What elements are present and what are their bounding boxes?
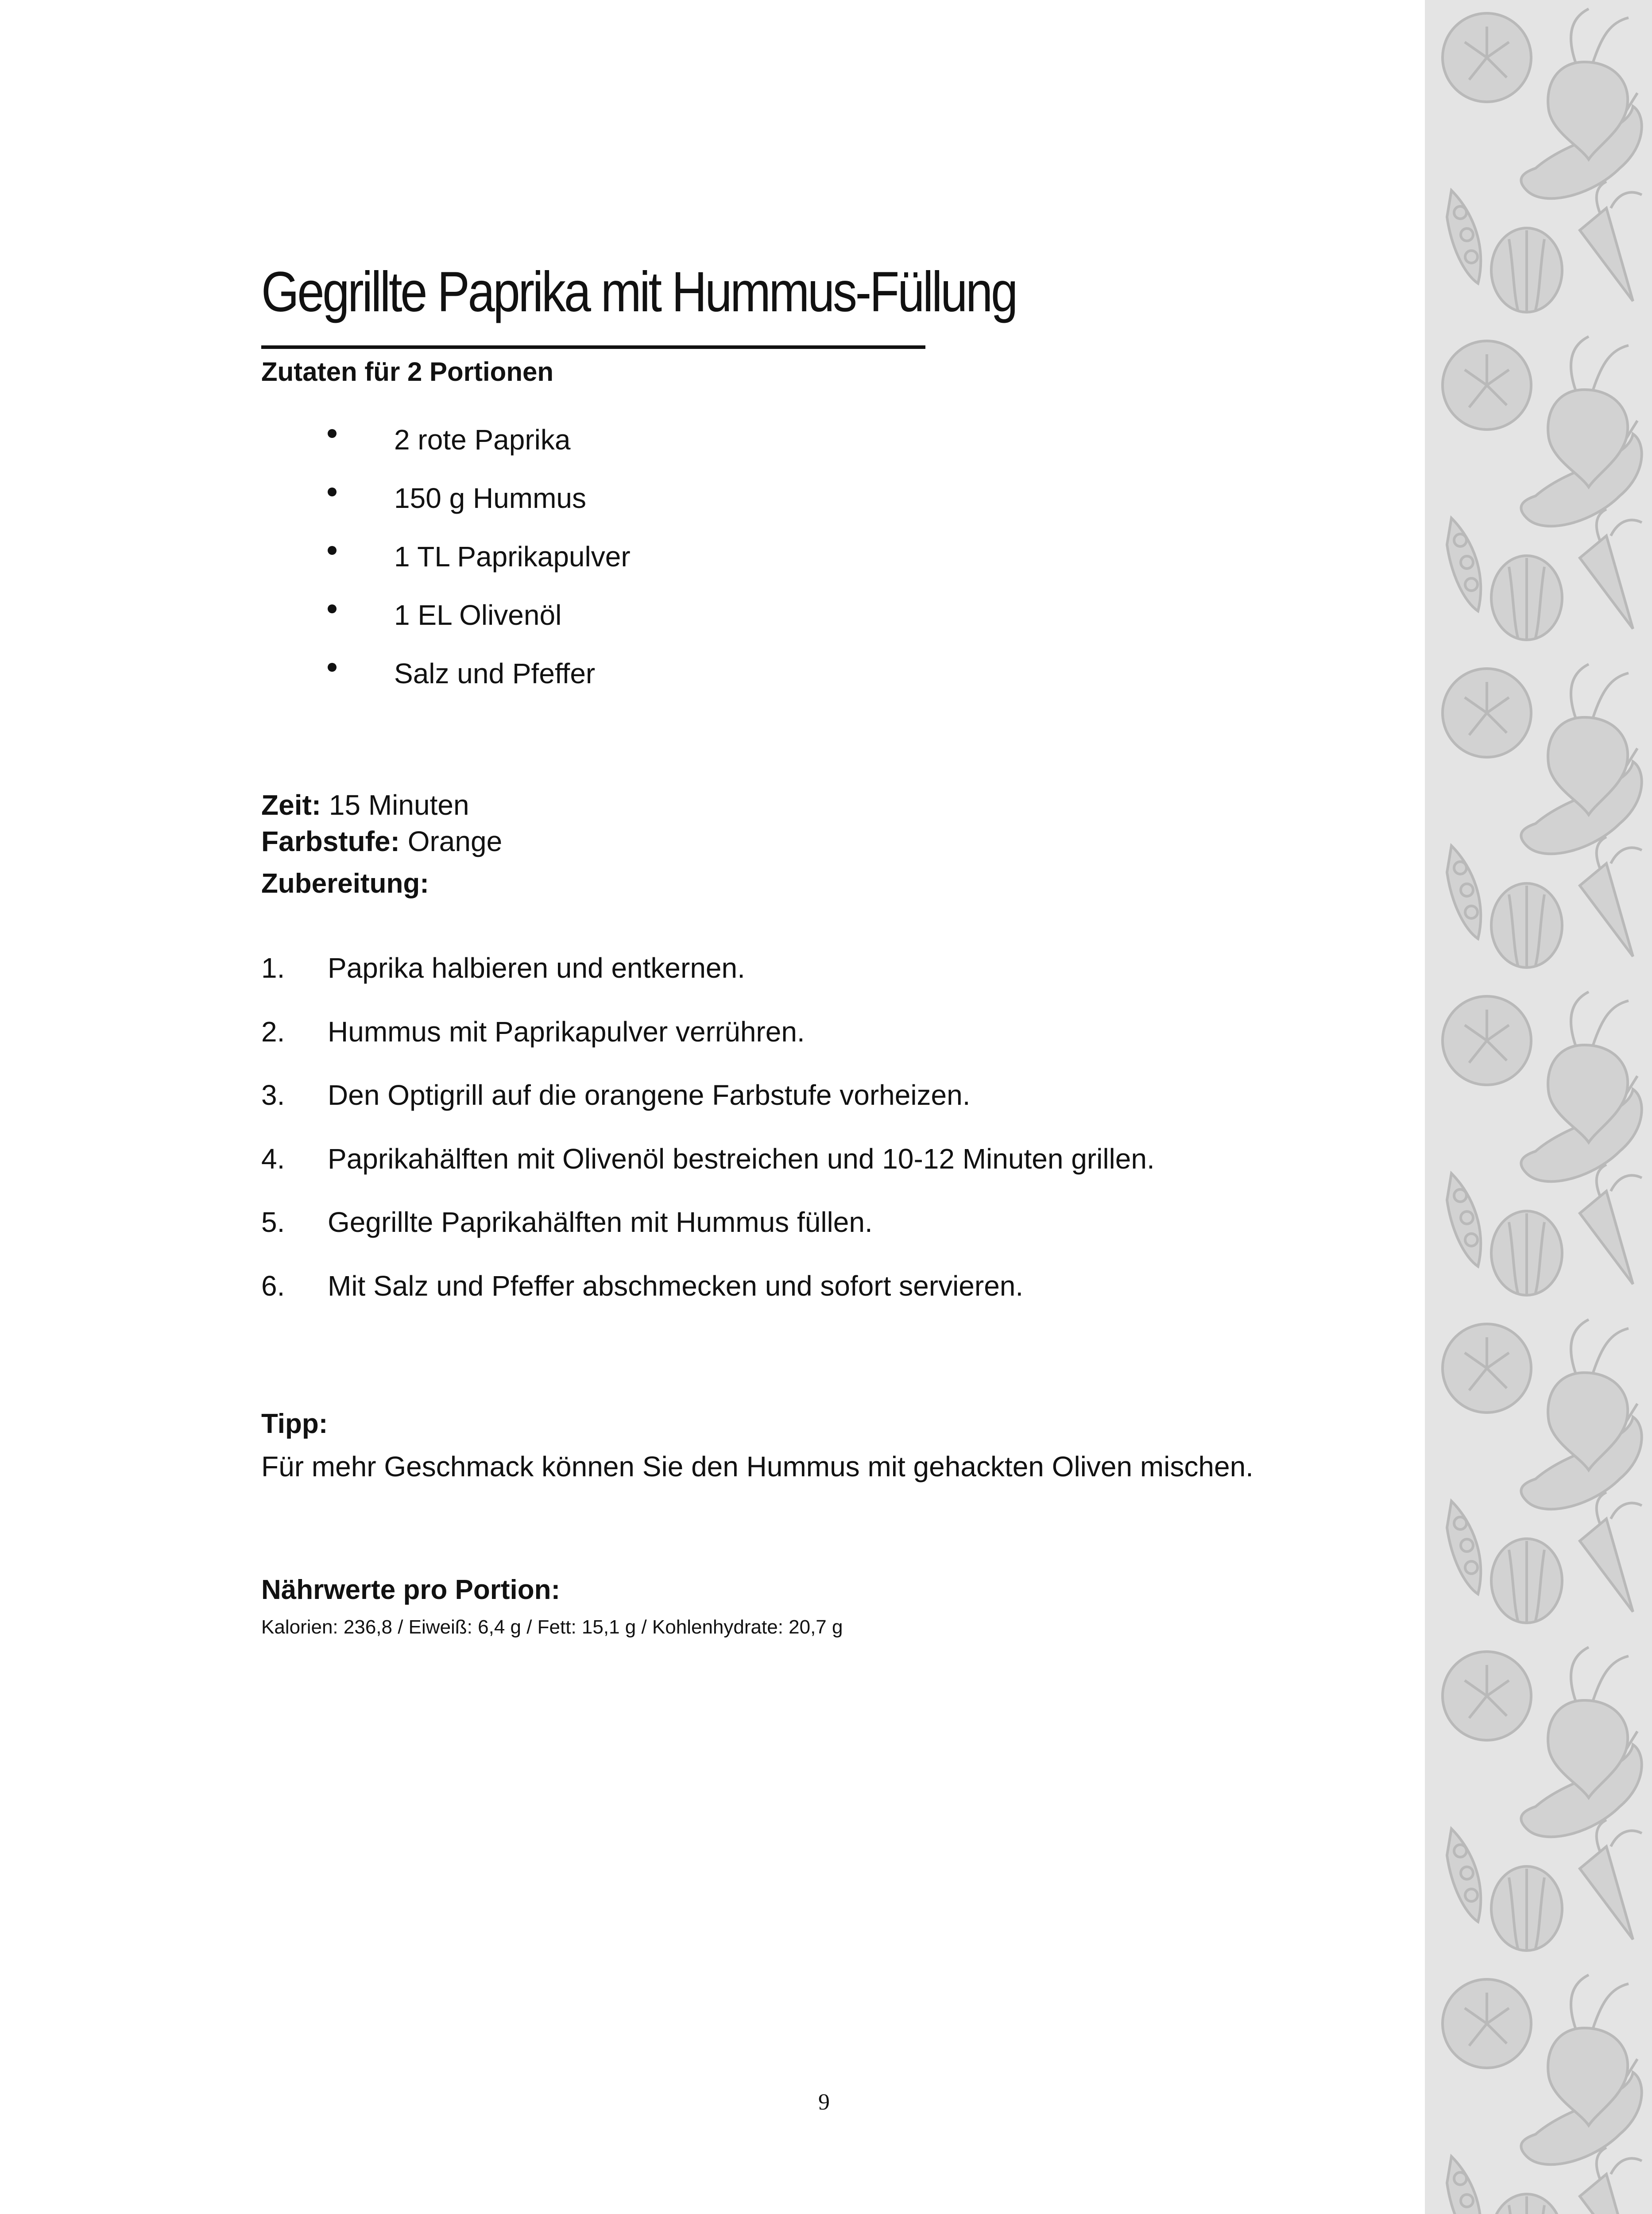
ingredient-text: 1 TL Paprikapulver	[394, 541, 631, 573]
step-text: Paprika halbieren und entkernen.	[328, 952, 745, 984]
nutrition-heading: Nährwerte pro Portion:	[261, 1575, 561, 1605]
ingredient-text: Salz und Pfeffer	[394, 658, 596, 689]
vegetable-pattern-sidebar	[1425, 0, 1652, 2214]
ingredient-item	[328, 481, 631, 540]
time-label: Zeit:	[261, 789, 321, 821]
step-text: Hummus mit Paprikapulver verrühren.	[328, 1015, 805, 1048]
time-value: 15 Minuten	[329, 789, 469, 821]
ingredient-list	[328, 423, 631, 715]
step-number: 6.	[261, 1270, 285, 1302]
preparation-heading: Zubereitung:	[261, 868, 429, 899]
servings-heading: Zutaten für 2 Portionen	[261, 357, 553, 387]
step-text: Mit Salz und Pfeffer abschmecken und sofort servieren.	[328, 1270, 1024, 1302]
step-text: Paprikahälften mit Olivenöl bestreichen und 10-12 Minuten grillen.	[328, 1142, 1155, 1175]
step-number: 4.	[261, 1142, 285, 1175]
bullet-icon	[328, 488, 337, 496]
ingredient-item	[328, 423, 631, 481]
tip-text: Für mehr Geschmack können Sie den Hummus mit gehackten Oliven mischen.	[261, 1451, 1254, 1482]
step-number: 3.	[261, 1079, 285, 1111]
color-level-line	[261, 824, 502, 858]
bullet-icon	[328, 546, 337, 555]
step-text: Den Optigrill auf die orangene Farbstufe vorheizen.	[328, 1079, 971, 1111]
ingredient-text: 1 EL Olivenöl	[394, 599, 562, 631]
step-number: 5.	[261, 1206, 285, 1238]
step-text: Gegrillte Paprikahälften mit Hummus füllen.	[328, 1206, 873, 1238]
bullet-icon	[328, 429, 337, 438]
color-level-label: Farbstufe:	[261, 825, 400, 857]
time-line	[261, 788, 469, 822]
ingredient-text: 150 g Hummus	[394, 482, 586, 514]
bullet-icon	[328, 663, 337, 672]
ingredient-item	[328, 540, 631, 598]
step-number: 2.	[261, 1015, 285, 1048]
page-number: 9	[818, 2090, 830, 2115]
nutrition-values: Kalorien: 236,8 / Eiweiß: 6,4 g / Fett: 15,1 g / Kohlenhydrate: 20,7 g	[261, 1616, 843, 1638]
vegetable-pattern-illustration	[1425, 0, 1652, 2214]
ingredient-item	[328, 598, 631, 657]
ingredient-text: 2 rote Paprika	[394, 424, 571, 456]
recipe-title: Gegrillte Paprika mit Hummus-Füllung	[261, 260, 1016, 324]
ingredient-item	[328, 657, 631, 715]
step-number: 1.	[261, 952, 285, 984]
bullet-icon	[328, 604, 337, 613]
tip-heading: Tipp:	[261, 1409, 328, 1439]
title-underline	[261, 345, 925, 349]
color-level-value: Orange	[407, 825, 503, 857]
